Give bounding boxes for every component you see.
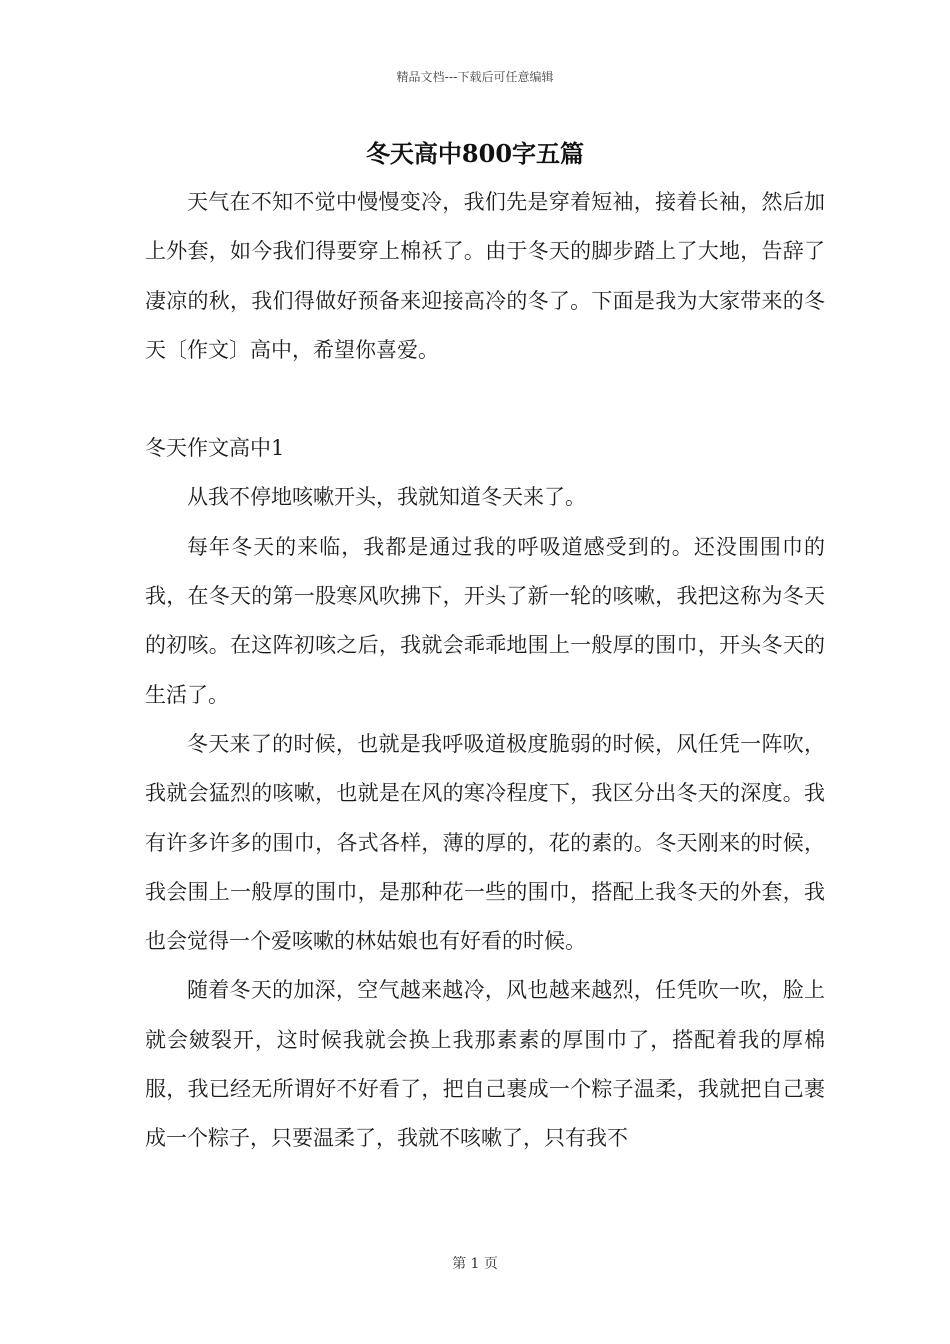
body-paragraph: 每年冬天的来临，我都是通过我的呼吸道感受到的。还没围围巾的我，在冬天的第一股寒风吹拂下，开头了新一轮的咳嗽，我把这称为冬天的初咳。在这阵初咳之后，我就会乖乖地围上一般厚的围巾，开头冬天的生活了。: [145, 534, 825, 707]
page-number: 第 1 页: [452, 1256, 498, 1272]
document-title: 冬天高中800字五篇: [365, 139, 585, 168]
body-paragraph: 冬天来了的时候，也就是我呼吸道极度脆弱的时候，风任凭一阵吹，我就会猛烈的咳嗽，也就是在风的寒冷程度下，我区分出冬天的深度。我有许多许多的围巾，各式各样，薄的厚的，花的素的。冬天刚来的时候，我会围上一般厚的围巾，是那种花一些的围巾，搭配上我冬天的外套，我也会觉得一个爱咳嗽的林姑娘也有好看的时候。: [145, 731, 825, 954]
intro-paragraph: 天气在不知不觉中慢慢变冷，我们先是穿着短袖，接着长袖，然后加上外套，如今我们得要穿上棉袄了。由于冬天的脚步踏上了大地，告辞了凄凉的秋，我们得做好预备来迎接高冷的冬了。下面是我为大家带来的冬天〔作文〕高中，希望你喜爱。: [145, 190, 825, 362]
document-body: [145, 178, 825, 1164]
header-note: 精品文档---下载后可任意编辑: [396, 70, 554, 84]
section-heading: 冬天作文高中1: [145, 436, 285, 461]
body-paragraph: 随着冬天的加深，空气越来越冷，风也越来越烈，任凭吹一吹，脸上就会皴裂开，这时候我就会换上我那素素的厚围巾了，搭配着我的厚棉服，我已经无所谓好不好看了，把自己裹成一个粽子温柔，我就把自己裹成一个粽子，只要温柔了，我就不咳嗽了，只有我不: [145, 978, 825, 1151]
body-paragraph: 从我不停地咳嗽开头，我就知道冬天来了。: [187, 485, 586, 510]
